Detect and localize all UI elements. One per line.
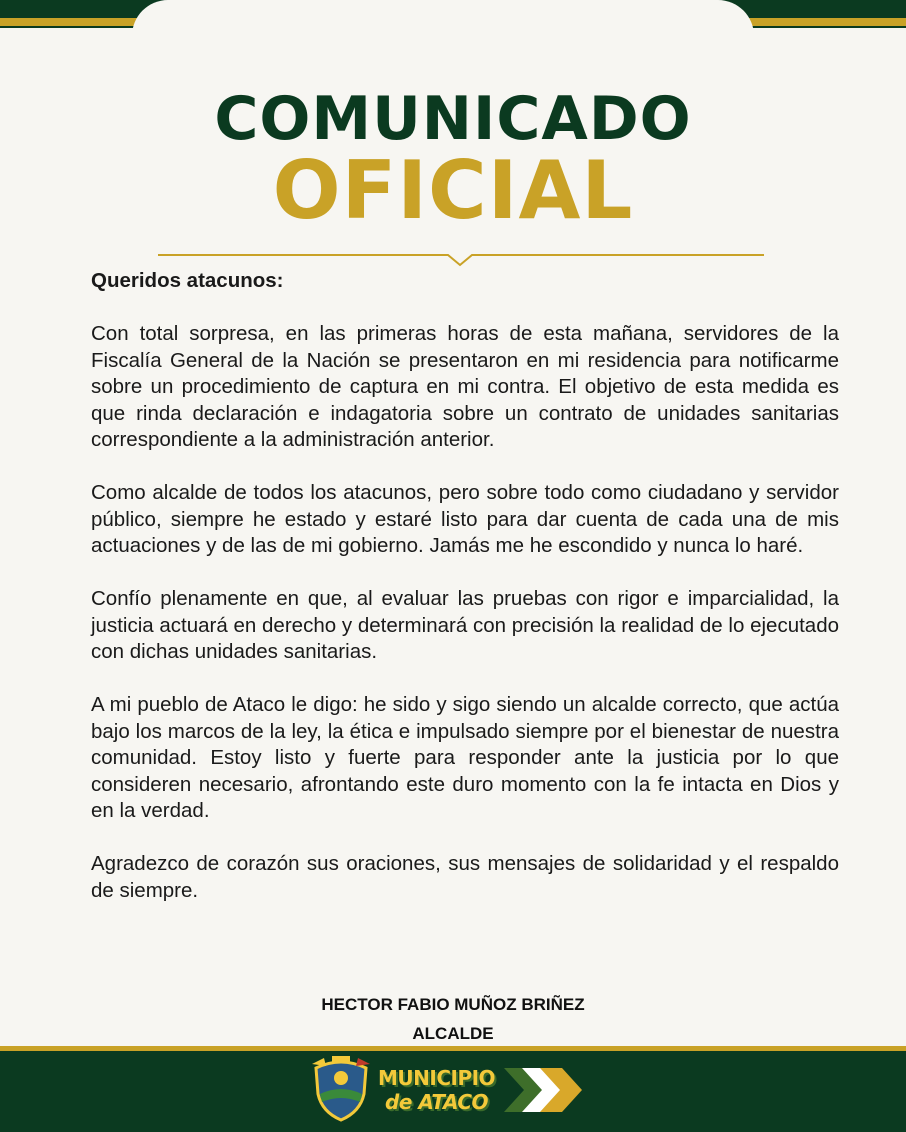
- letter-body: [91, 268, 839, 931]
- letter-paragraph: Confío plenamente en que, al evaluar las pruebas con rigor e imparcialidad, la justicia actuará en derecho y determinará con precisión la realidad de lo ejecutado con dichas unidades sanitarias.: [91, 587, 839, 663]
- signature-name: HECTOR FABIO MUÑOZ BRIÑEZ: [321, 995, 585, 1014]
- letter-paragraph: Como alcalde de todos los atacunos, pero sobre todo como ciudadano y servidor público, siempre he estado y estaré listo para dar cuenta de cada una de mis actuaciones y de las de mi gobierno. Jamás me he escondido y nunca lo haré.: [91, 481, 839, 557]
- municipality-logo: [310, 1054, 600, 1126]
- letter-paragraph: Agradezco de corazón sus oraciones, sus mensajes de solidaridad y el respaldo de siempre.: [91, 852, 839, 902]
- letter-greeting: Queridos atacunos:: [91, 269, 284, 292]
- title-comunicado: COMUNICADO: [214, 84, 692, 154]
- logo-line-1: MUNICIPIO: [378, 1066, 496, 1090]
- title-oficial: OFICIAL: [272, 144, 634, 237]
- title-divider: [158, 252, 764, 268]
- letter-paragraph: A mi pueblo de Ataco le digo: he sido y sigo siendo un alcalde correcto, que actúa bajo los marcos de la ley, la ética e impulsado siempre por el bienestar de nuestra comunidad. Estoy listo y fuerte para responder ante la justicia por lo que consideren necesario, afrontando este duro momento con la fe intacta en Dios y en la verdad.: [91, 693, 839, 822]
- top-gold-stripe-right: [746, 18, 906, 26]
- logo-wordmark: [378, 1066, 495, 1114]
- paper-tab: [132, 0, 754, 60]
- footer-gold-line: [0, 1046, 906, 1051]
- coat-of-arms-icon: [310, 1054, 372, 1124]
- top-gold-stripe-left: [0, 18, 140, 26]
- logo-line-2: de ATACO: [385, 1090, 489, 1114]
- letter-paragraph: Con total sorpresa, en las primeras horas de esta mañana, servidores de la Fiscalía General de la Nación se presentaron en mi residencia para notificarme sobre un procedimiento de captura en mi contra. El objetivo de esta medida es que rinda declaración e indagatoria sobre un contrato de unidades sanitarias correspondiente a la administración anterior.: [91, 322, 839, 451]
- signature-role: ALCALDE: [412, 1024, 494, 1043]
- double-chevron-icon: [504, 1066, 586, 1114]
- signature-block: [0, 990, 906, 1048]
